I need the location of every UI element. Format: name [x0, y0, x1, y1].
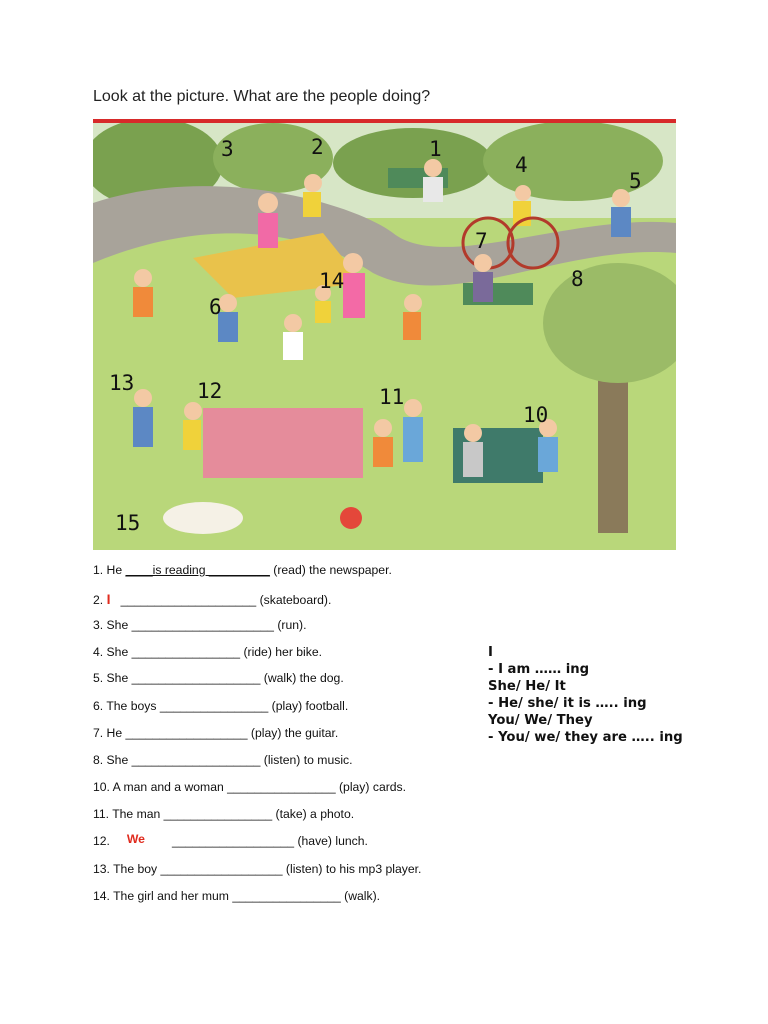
- item-2-rest: (skateboard).: [256, 593, 332, 607]
- helper-line-6: - You/ we/ they are ….. ing: [488, 730, 683, 745]
- helper-line-2: - I am …… ing: [488, 662, 590, 677]
- exercise-item-4: 4. She ________________ (ride) her bike.: [93, 645, 323, 659]
- helper-line-1: I: [488, 645, 493, 660]
- helper-line-5: You/ We/ They: [488, 713, 593, 728]
- item-1-rest: (read) the newspaper.: [269, 563, 392, 577]
- item-2-blank[interactable]: ____________________: [120, 593, 257, 607]
- item-12-marker: We: [126, 832, 145, 846]
- exercise-item-13: 13. The boy __________________ (listen) to his mp3 player.: [93, 862, 422, 876]
- item-12-rest: (have) lunch.: [294, 834, 368, 848]
- exercise-item-3: 3. She _____________________ (run).: [93, 618, 307, 632]
- exercise-item-1: [93, 563, 392, 577]
- item-12-blank[interactable]: __________________: [172, 834, 295, 848]
- picture-label-15: 15: [115, 511, 141, 535]
- picture-label-11: 11: [379, 385, 405, 409]
- picture-label-7: 7: [475, 229, 488, 253]
- park-illustration: [93, 123, 676, 550]
- item-2-marker: I: [106, 591, 111, 607]
- picture-label-14: 14: [319, 269, 345, 293]
- helper-line-3: She/ He/ It: [488, 679, 566, 694]
- picture-label-12: 12: [197, 379, 223, 403]
- picture-label-4: 4: [515, 153, 528, 177]
- helper-line-4: - He/ she/ it is ….. ing: [488, 696, 647, 711]
- picture-label-2: 2: [311, 135, 324, 159]
- exercise-item-6: 6. The boys ________________ (play) football.: [93, 699, 349, 713]
- exercise-item-8: 8. She ___________________ (listen) to music.: [93, 753, 353, 767]
- worksheet-instruction: Look at the picture. What are the people doing?: [93, 88, 431, 105]
- item-1-answer[interactable]: ____is reading _________: [125, 563, 270, 577]
- exercise-item-12: [93, 834, 368, 848]
- item-1-number: 1. He: [93, 563, 123, 577]
- exercise-item-10: 10. A man and a woman ________________ (play) cards.: [93, 780, 407, 794]
- exercise-item-2: [93, 591, 331, 607]
- exercise-item-7: 7. He __________________ (play) the guitar.: [93, 726, 339, 740]
- grammar-helper: [488, 644, 683, 746]
- exercise-item-5: 5. She ___________________ (walk) the dog.: [93, 671, 344, 685]
- exercise-item-14: 14. The girl and her mum ________________ (walk).: [93, 889, 381, 903]
- picture-label-3: 3: [221, 137, 234, 161]
- item-12-number: 12.: [93, 834, 110, 848]
- picture-label-10: 10: [523, 403, 549, 427]
- picture-label-1: 1: [429, 137, 442, 161]
- exercise-item-11: 11. The man ________________ (take) a photo.: [93, 807, 355, 821]
- item-2-number: 2.: [93, 593, 104, 607]
- park-picture: [93, 119, 676, 550]
- picture-label-13: 13: [109, 371, 135, 395]
- picture-label-5: 5: [629, 169, 642, 193]
- picture-label-6: 6: [209, 295, 222, 319]
- picture-label-8: 8: [571, 267, 584, 291]
